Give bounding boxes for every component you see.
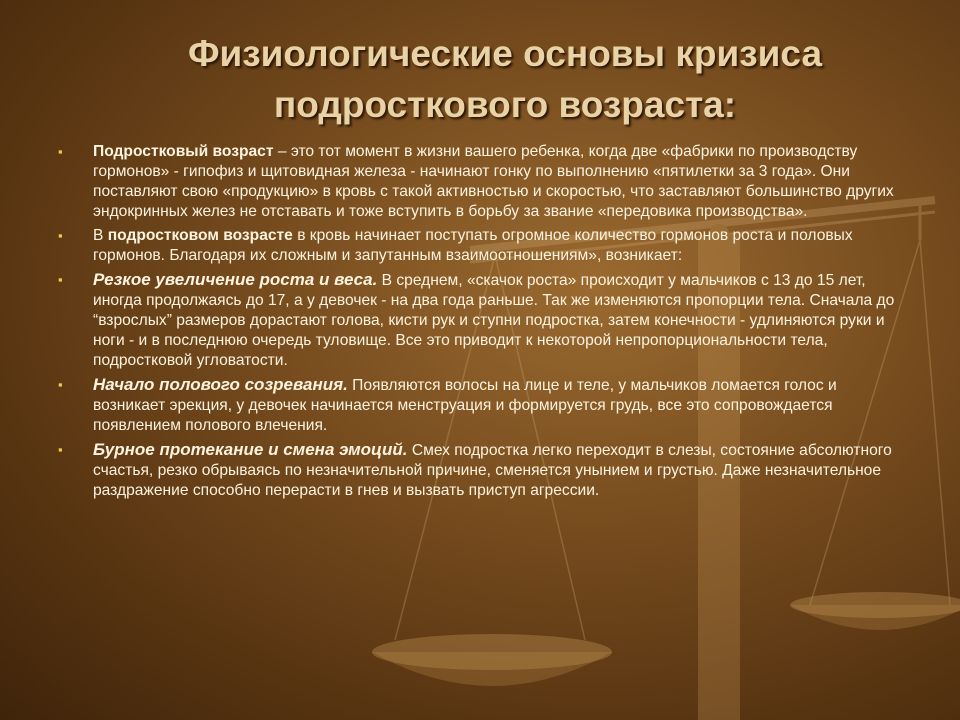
- list-item: [58, 440, 908, 501]
- bullet-icon: ▪: [58, 228, 63, 243]
- list-item: [58, 375, 908, 436]
- item-lead: Резкое увеличение роста и веса.: [93, 270, 378, 289]
- list-item: [58, 226, 908, 266]
- item-lead: Начало полового созревания.: [93, 375, 348, 394]
- item-text: в кровь начинает поступать огромное количество гормонов роста и половых гормонов. Благодаря их сложным и запутанным взаимоотношениям», возникает:: [93, 227, 853, 264]
- item-text: Смех подростка легко переходит в слезы, состояние абсолютного счастья, резко обрываясь по незначительной причине, сменяется унынием и грустью. Даже незначительное раздражение способно перерасти в гнев и вызвать приступ агрессии.: [93, 442, 892, 499]
- bullet-icon: ▪: [58, 144, 63, 159]
- item-lead: подростковом возрасте: [107, 227, 293, 244]
- item-lead: Бурное протекание и смена эмоций.: [93, 440, 408, 459]
- item-text: В среднем, «скачок роста» происходит у мальчиков с 13 до 15 лет, иногда продолжаясь до 17, а у девочек - на два года раньше. Так же изменяются пропорции тела. Сначала до “взрослых” размеров дорастают голова, кисти рук и ступни подростка, затем конечности - удлиняются руки и ноги - и в последнюю очередь туловище. Все это приводит к некоторой непропорциональности тела, подростковой угловатости.: [93, 272, 895, 369]
- item-text: Появляются волосы на лице и теле, у мальчиков ломается голос и возникает эрекция, у девочек начинается менструация и формируется грудь, все это сопровождается появлением полового влечения.: [93, 377, 837, 434]
- list-item: [58, 270, 908, 371]
- bullet-icon: ▪: [58, 272, 63, 287]
- slide-title: Физиологические основы кризиса подросткового возраста:: [187, 33, 823, 125]
- bullet-icon: ▪: [58, 442, 63, 457]
- item-lead: Подростковый возраст: [93, 143, 274, 160]
- list-item: [58, 142, 908, 222]
- bullet-list: [58, 142, 908, 505]
- bullet-icon: ▪: [58, 377, 63, 392]
- item-pre: В: [93, 227, 108, 244]
- item-text: – это тот момент в жизни вашего ребенка, когда две «фабрики по производству гормонов» - гипофиз и щитовидная железа - начинают гонку по выполнению «пятилетки за 3 года». Они поставляют свою «продукцию» в кровь с такой активностью и скоростью, что заставляют большинство других эндокринных желез не отставать и тоже вступить в борьбу за звание «передовика производства».: [93, 143, 894, 220]
